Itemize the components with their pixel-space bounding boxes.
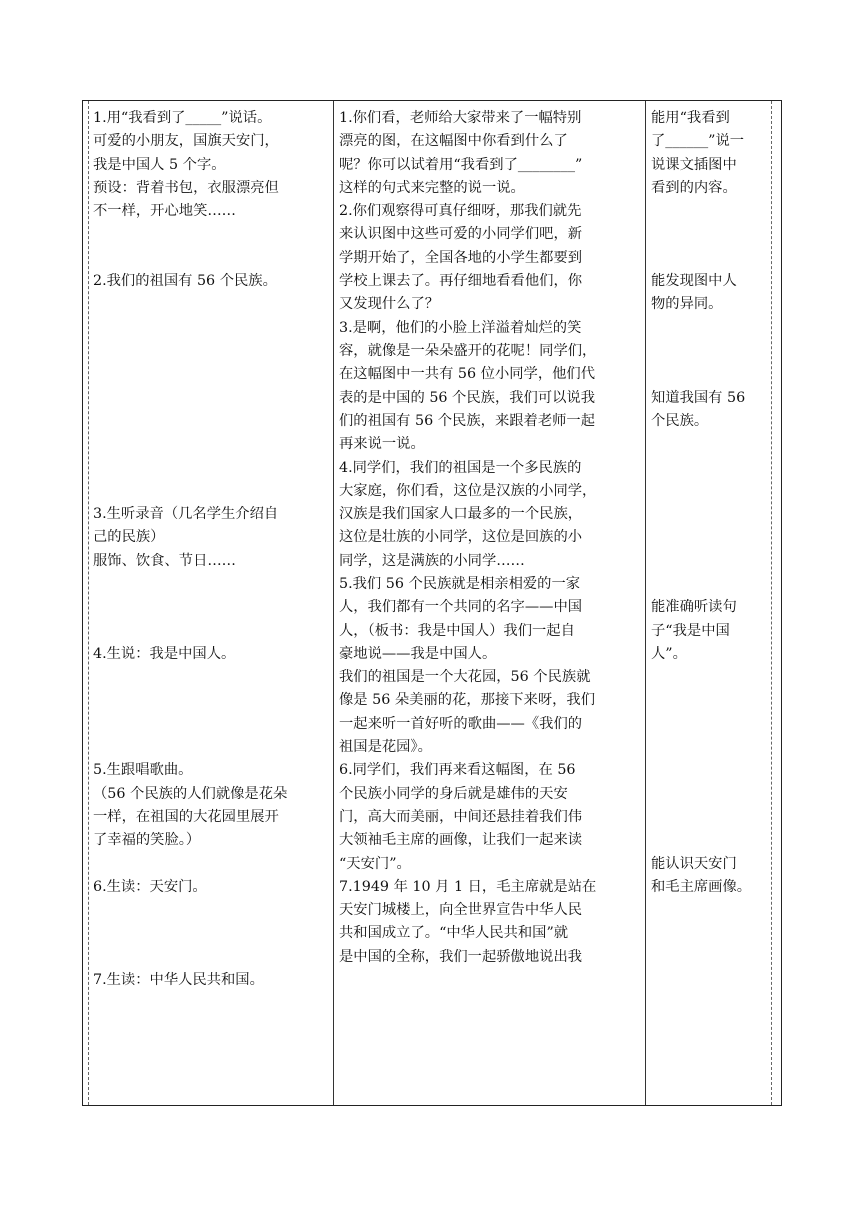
text-line: 能用“我看到 bbox=[651, 110, 730, 126]
text-line: 呢？你可以试着用“我看到了________” bbox=[339, 156, 583, 173]
text-line: 学期开始了，全国各地的小学生都要到 bbox=[339, 249, 583, 266]
goals-block-g5 bbox=[651, 853, 775, 900]
text-line: 这样的句式来完整的说一说。 bbox=[339, 179, 525, 196]
student-block-s5 bbox=[93, 759, 333, 852]
text-line: 天安门城楼上，向全世界宣告中华人民 bbox=[339, 902, 583, 919]
text-line: 了幸福的笑脸。） bbox=[93, 832, 201, 849]
text-line: 服饰、饮食、节日…… bbox=[93, 552, 236, 569]
goals-block-g4 bbox=[651, 596, 775, 666]
text-line: 知道我国有 56 bbox=[651, 389, 746, 406]
text-line: 个民族小同学的身后就是雄伟的天安 bbox=[339, 785, 568, 802]
text-line: 和毛主席画像。 bbox=[651, 878, 752, 895]
text-line: 4.同学们，我们的祖国是一个多民族的 bbox=[339, 459, 582, 476]
text-line: 大家庭，你们看，这位是汉族的小同学， bbox=[339, 482, 597, 499]
text-line: 一起来听一首好听的歌曲——《我们的 bbox=[339, 715, 583, 732]
text-line: 祖国是花园》。 bbox=[339, 739, 432, 756]
text-line: 像是 56 朵美丽的花，那接下来呀，我们 bbox=[339, 692, 596, 709]
goals-block-g2 bbox=[651, 270, 775, 317]
teacher-block-t6 bbox=[339, 759, 645, 875]
column-divider-2 bbox=[645, 101, 646, 1105]
student-block-s7 bbox=[93, 969, 333, 992]
student-block-s2 bbox=[93, 270, 333, 293]
column-divider-1 bbox=[333, 101, 334, 1105]
teacher-block-t2 bbox=[339, 200, 645, 316]
text-line: 漂亮的图，在这幅图中你看到什么了 bbox=[339, 133, 568, 150]
text-line: 说课文插图中 bbox=[651, 156, 737, 173]
text-line: 人”。 bbox=[651, 645, 687, 662]
left-dashed-border bbox=[88, 101, 89, 1105]
text-line: 同学，这是满族的小同学…… bbox=[339, 552, 525, 569]
text-line: 可爱的小朋友，国旗天安门， bbox=[93, 133, 279, 150]
text-line: 1.用“我看到了_____”说话。 bbox=[93, 110, 272, 126]
text-line: 豪地说——我是中国人。 bbox=[339, 645, 497, 662]
text-line: 2.我们的祖国有 56 个民族。 bbox=[93, 273, 277, 290]
text-line: 我们的祖国是一个大花园，56 个民族就 bbox=[339, 669, 591, 686]
text-line: 7.生读：中华人民共和国。 bbox=[93, 972, 264, 989]
teacher-block-t1 bbox=[339, 107, 645, 200]
text-line: 预设：背着书包，衣服漂亮但 bbox=[93, 179, 279, 196]
text-line: 7.1949 年 10 月 1 日，毛主席就是站在 bbox=[339, 878, 597, 895]
text-line: 6.生读：天安门。 bbox=[93, 878, 207, 895]
text-line: 汉族是我们国家人口最多的一个民族， bbox=[339, 506, 583, 523]
text-line: 6.同学们，我们再来看这幅图，在 56 bbox=[339, 762, 576, 779]
text-line: “天安门”。 bbox=[339, 855, 411, 872]
text-line: 2.你们观察得可真仔细呀，那我们就先 bbox=[339, 203, 582, 220]
text-line: 共和国成立了。“中华人民共和国”就 bbox=[339, 925, 569, 942]
text-line: 一样，在祖国的大花园里展开 bbox=[93, 808, 279, 825]
text-line: 是中国的全称，我们一起骄傲地说出我 bbox=[339, 948, 583, 965]
student-block-s4 bbox=[93, 643, 333, 666]
text-line: 3.生听录音（几名学生介绍自 bbox=[93, 506, 279, 523]
text-line: 己的民族） bbox=[93, 529, 165, 546]
text-line: 能认识天安门 bbox=[651, 855, 737, 872]
student-block-s3 bbox=[93, 503, 333, 573]
text-line: 物的异同。 bbox=[651, 296, 723, 313]
text-line: 个民族。 bbox=[651, 412, 709, 429]
text-line: 容，就像是一朵朵盛开的花呢！同学们， bbox=[339, 342, 597, 359]
goals-block-g3 bbox=[651, 387, 775, 434]
teacher-block-t7 bbox=[339, 876, 645, 969]
teacher-block-t3 bbox=[339, 317, 645, 457]
text-line: 5.我们 56 个民族就是相亲相爱的一家 bbox=[339, 576, 581, 592]
goals-block-g1 bbox=[651, 107, 775, 200]
text-line: 5.生跟唱歌曲。 bbox=[93, 762, 193, 779]
text-line: （56 个民族的人们就像是花朵 bbox=[93, 785, 288, 802]
text-line: 再来说一说。 bbox=[339, 436, 425, 453]
student-block-s6 bbox=[93, 876, 333, 899]
text-line: 3.是啊，他们的小脸上洋溢着灿烂的笑 bbox=[339, 319, 582, 336]
text-line: 能发现图中人 bbox=[651, 273, 737, 290]
text-line: 了______”说一 bbox=[651, 133, 745, 150]
text-line: 能准确听读句 bbox=[651, 599, 737, 616]
text-line: 看到的内容。 bbox=[651, 179, 737, 196]
lesson-plan-table bbox=[82, 100, 782, 1106]
text-line: 1.你们看，老师给大家带来了一幅特别 bbox=[339, 110, 582, 126]
teacher-block-t4 bbox=[339, 457, 645, 573]
text-line: 在这幅图中一共有 56 位小同学，他们代 bbox=[339, 366, 596, 383]
text-line: 来认识图中这些可爱的小同学们吧，新 bbox=[339, 226, 583, 243]
text-line: 大领袖毛主席的画像，让我们一起来读 bbox=[339, 832, 583, 849]
text-line: 4.生说：我是中国人。 bbox=[93, 645, 236, 662]
text-line: 不一样，开心地笑…… bbox=[93, 203, 236, 220]
text-line: 学校上课去了。再仔细地看看他们，你 bbox=[339, 273, 583, 290]
text-line: 人，（板书：我是中国人）我们一起自 bbox=[339, 622, 575, 639]
student-block-s1 bbox=[93, 107, 333, 223]
text-line: 这位是壮族的小同学，这位是回族的小 bbox=[339, 529, 583, 546]
teacher-block-t5 bbox=[339, 573, 645, 759]
text-line: 表的是中国的 56 个民族，我们可以说我 bbox=[339, 389, 596, 406]
text-line: 又发现什么了？ bbox=[339, 296, 440, 313]
text-line: 子“我是中国 bbox=[651, 622, 730, 639]
text-line: 我是中国人 5 个字。 bbox=[93, 156, 226, 173]
text-line: 们的祖国有 56 个民族，来跟着老师一起 bbox=[339, 412, 596, 429]
text-line: 门，高大而美丽，中间还悬挂着我们伟 bbox=[339, 808, 583, 825]
text-line: 人，我们都有一个共同的名字——中国 bbox=[339, 599, 583, 616]
